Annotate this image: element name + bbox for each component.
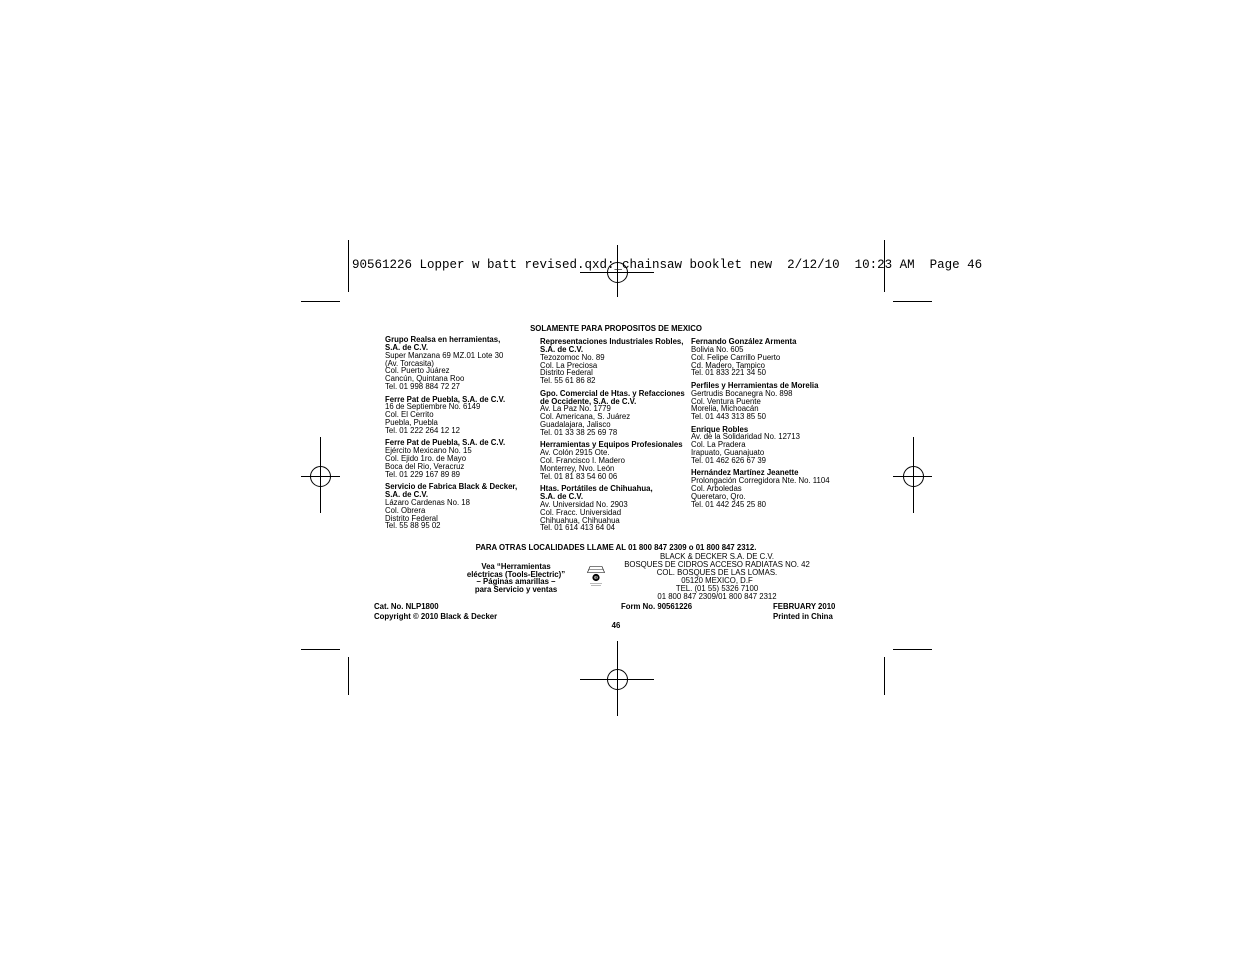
distributor-address-line: Tel. 01 81 83 54 60 06 xyxy=(540,471,618,481)
distributor-address-line: Tel. 01 229 167 89 89 xyxy=(385,469,460,479)
distributor-entry xyxy=(691,469,830,508)
distributor-name: Perfiles y Herramientas de Morelia xyxy=(691,380,819,390)
head-office-line: 05120 MEXICO, D.F xyxy=(681,576,753,585)
other-locations-call-line: PARA OTRAS LOCALIDADES LLAME AL 01 800 847 2309 o 01 800 847 2312. xyxy=(475,543,757,552)
distributor-address-line: Queretaro, Qro. xyxy=(691,491,746,501)
distributor-entry xyxy=(540,485,685,532)
distributor-address-line: Prolongación Corregidora Nte. No. 1104 xyxy=(691,476,830,486)
distributor-name: Servicio de Fabrica Black & Decker, xyxy=(385,482,518,492)
distributor-address-line: Distrito Federal xyxy=(385,513,438,523)
distributor-name: S.A. de C.V. xyxy=(540,491,584,501)
distributor-address-line: Col. La Preciosa xyxy=(540,360,598,370)
head-office-line: BLACK & DECKER S.A. DE C.V. xyxy=(659,552,775,561)
distributor-address-line: Av. de la Solidaridad No. 12713 xyxy=(691,432,800,442)
distributor-address-line: Ejército Mexicano No. 15 xyxy=(385,446,472,456)
distributor-address-line: Chihuahua, Chihuahua xyxy=(540,515,620,525)
distributor-column-1 xyxy=(385,336,517,535)
distributor-entry xyxy=(540,441,685,480)
distributor-address-line: Col. Francisco I. Madero xyxy=(540,456,625,465)
distributor-name: Ferre Pat de Puebla, S.A. de C.V. xyxy=(385,438,506,448)
yellow-pages-note-line: – Páginas amarillas – xyxy=(476,577,556,587)
page-number: 46 xyxy=(611,621,621,630)
distributor-address-line: Av. Colón 2915 Ote. xyxy=(540,448,610,458)
distributor-name: Hernández Martínez Jeanette xyxy=(691,468,799,478)
head-office-line: COL. BOSQUES DE LAS LOMAS. xyxy=(656,568,778,577)
distributor-name: Ferre Pat de Puebla, S.A. de C.V. xyxy=(385,394,506,404)
distributor-name: Htas. Portátiles de Chihuahua, xyxy=(540,484,653,494)
page-heading: SOLAMENTE PARA PROPOSITOS DE MEXICO xyxy=(530,324,702,333)
distributor-name: Grupo Realsa en herramientas, xyxy=(385,335,501,344)
printed-in: Printed in China xyxy=(773,612,833,621)
yellow-pages-note-line: eléctricas (Tools-Electric)” xyxy=(466,569,566,579)
distributor-entry xyxy=(691,426,830,465)
distributor-address-line: Tel. 01 462 626 67 39 xyxy=(691,456,766,465)
distributor-address-line: Av. La Paz No. 1779 xyxy=(540,404,611,414)
distributor-name: S.A. de C.V. xyxy=(385,489,429,499)
distributor-entry xyxy=(385,396,517,435)
distributor-address-line: Col. Felipe Carrillo Puerto xyxy=(691,352,781,362)
distributor-entry xyxy=(540,390,685,437)
registration-mark-right xyxy=(893,437,932,513)
distributor-address-line: Guadalajara, Jalisco xyxy=(540,420,611,430)
distributor-address-line: Tel. 01 222 264 12 12 xyxy=(385,425,460,435)
yellow-pages-note-line: Vea “Herramientas xyxy=(481,562,551,571)
yellow-pages-note xyxy=(456,563,576,594)
distributor-address-line: Boca del Rio, Veracruz xyxy=(385,461,465,471)
distributor-column-2 xyxy=(540,338,685,537)
distributor-address-line: Tel. 01 614 413 64 04 xyxy=(540,523,615,533)
distributor-address-line: Tel. 01 833 221 34 50 xyxy=(691,368,766,378)
distributor-address-line: Tel. 55 61 86 82 xyxy=(540,376,596,386)
registration-mark-bottom xyxy=(580,641,654,716)
distributor-address-line: Col. Ejido 1ro. de Mayo xyxy=(385,454,467,463)
distributor-address-line: Col. Puerto Juárez xyxy=(385,366,450,376)
distributor-address-line: (Av. Torcasita) xyxy=(385,358,434,368)
head-office-line: 01 800 847 2309/01 800 847 2312 xyxy=(657,592,777,601)
catalog-number: Cat. No. NLP1800 xyxy=(374,602,439,611)
distributor-address-line: 16 de Septiembre No. 6149 xyxy=(385,402,481,412)
distributor-address-line: Tel. 01 443 313 85 50 xyxy=(691,412,766,422)
distributor-address-line: Col. Arboledas xyxy=(691,484,742,494)
distributor-address-line: Tezozomoc No. 89 xyxy=(540,352,605,362)
distributor-address-line: Cd. Madero, Tampico xyxy=(691,360,765,370)
crop-mark-top-left xyxy=(301,240,349,302)
distributor-address-line: Bolivia No. 605 xyxy=(691,344,744,354)
distributor-entry xyxy=(540,338,685,385)
head-office-address xyxy=(617,553,817,601)
distributor-name: Gpo. Comercial de Htas. y Refacciones xyxy=(540,388,685,398)
crop-mark-bottom-left xyxy=(301,650,349,696)
distributor-address-line: Lázaro Cardenas No. 18 xyxy=(385,497,470,507)
distributor-address-line: Puebla, Puebla xyxy=(385,418,438,428)
slug-line: 90561226 Lopper w batt revised.qxd:_chainsaw booklet new 2/12/10 10:23 AM Page 46 xyxy=(352,258,983,272)
distributor-address-line: Tel. 01 442 245 25 80 xyxy=(691,499,766,509)
distributor-entry xyxy=(385,336,517,391)
yellow-pages-note-line: para Servicio y ventas xyxy=(474,585,558,595)
distributor-address-line: Gertrudis Bocanegra No. 898 xyxy=(691,388,793,398)
distributor-name: S.A. de C.V. xyxy=(540,344,584,354)
distributor-address-line: Cancún, Quintana Roo xyxy=(385,374,465,384)
service-center-logo-icon xyxy=(586,565,606,590)
distributor-address-line: Tel. 01 33 38 25 69 78 xyxy=(540,427,618,437)
distributor-address-line: Tel. 55 88 95 02 xyxy=(385,521,441,531)
distributor-address-line: Morelia, Michoacán xyxy=(691,404,759,414)
head-office-line: BOSQUES DE CIDROS ACCESO RADIATAS NO. 42 xyxy=(624,560,810,569)
distributor-name: Enrique Robles xyxy=(691,424,749,434)
distributor-address-line: Col. Fracc. Universidad xyxy=(540,507,622,517)
distributor-name: Herramientas y Equipos Profesionales xyxy=(540,440,683,450)
distributor-address-line: Tel. 01 998 884 72 27 xyxy=(385,382,460,392)
distributor-column-3 xyxy=(691,338,830,513)
print-date: FEBRUARY 2010 xyxy=(773,602,836,611)
distributor-name: Fernando González Armenta xyxy=(691,337,797,346)
distributor-entry xyxy=(691,338,830,377)
distributor-name: S.A. de C.V. xyxy=(385,342,429,352)
distributor-address-line: Super Manzana 69 MZ.01 Lote 30 xyxy=(385,350,504,360)
distributor-entry xyxy=(385,483,517,530)
distributor-address-line: Av. Universidad No. 2903 xyxy=(540,499,628,509)
distributor-entry xyxy=(691,382,830,421)
head-office-line: TEL. (01 55) 5326 7100 xyxy=(675,584,759,593)
distributor-name: Representaciones Industriales Robles, xyxy=(540,337,684,346)
copyright-notice: Copyright © 2010 Black & Decker xyxy=(374,612,498,621)
form-number: Form No. 90561226 xyxy=(621,602,693,611)
distributor-address-line: Distrito Federal xyxy=(540,368,593,378)
distributor-address-line: Col. Americana, S. Juárez xyxy=(540,412,631,422)
distributor-entry xyxy=(385,439,517,478)
crop-mark-bottom-right xyxy=(885,650,933,696)
distributor-address-line: Irapuato, Guanajuato xyxy=(691,448,765,458)
registration-mark-left xyxy=(301,437,340,513)
distributor-address-line: Col. Obrera xyxy=(385,505,426,515)
distributor-address-line: Col. Ventura Puente xyxy=(691,396,761,406)
distributor-address-line: Monterrey, Nvo. León xyxy=(540,463,615,473)
distributor-name: de Occidente, S.A. de C.V. xyxy=(540,396,637,406)
distributor-address-line: Col. El Cerrito xyxy=(385,410,434,420)
distributor-address-line: Col. La Pradera xyxy=(691,440,746,450)
